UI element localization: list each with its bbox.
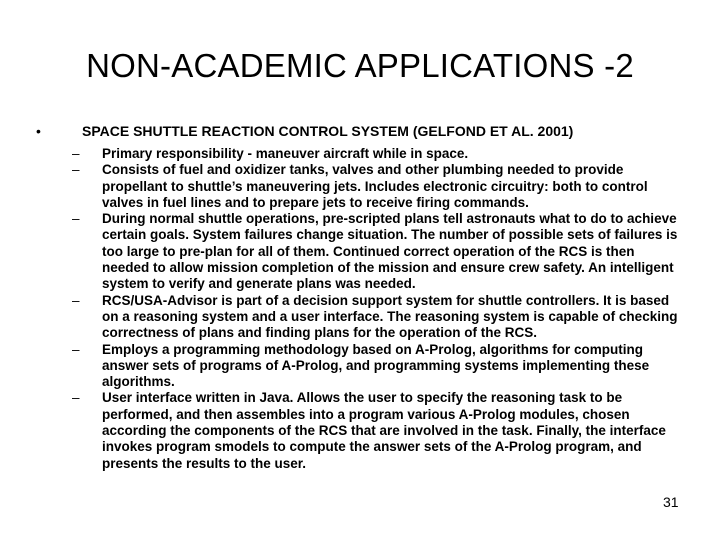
sub-bullet-interface [72,390,682,471]
sub-bullet-methodology [72,342,682,391]
page-number: 31 [663,494,679,510]
bullet-heading: SPACE SHUTTLE REACTION CONTROL SYSTEM (GELFOND ET AL. 2001) [82,123,574,139]
dash-marker: – [72,211,80,227]
dash-marker: – [72,146,80,161]
sub-bullet-operations [72,211,682,292]
slide-title: NON-ACADEMIC APPLICATIONS -2 [86,47,634,84]
sub-bullet-text: Consists of fuel and oxidizer tanks, valves and other plumbing needed to provide propellant to shuttle’s maneuvering jets. Includes electronic circuitry: both to control valves in fuel lines and to prepare jets to receive firing commands. [102,162,648,210]
dash-marker: – [72,162,80,178]
sub-bullet-text: During normal shuttle operations, pre-scripted plans tell astronauts what to do to achieve certain goals. System failures change situation. The number of possible sets of failures is too large to pre-plan for all of them. Continued correct operation of the RCS is then needed to allow mission completion of the mission and ensure crew safety. An intelligent system to verify and generate plans was needed. [102,211,678,292]
sub-bullet-advisor [72,293,682,342]
sub-bullet-text: Employs a programming methodology based on A-Prolog, algorithms for computing answer sets of programs of A-Prolog, and programming systems implementing these algorithms. [102,341,650,390]
sub-bullet-responsibility [72,146,682,162]
dash-marker: – [72,292,80,308]
sub-bullet-list [72,146,682,472]
dash-marker: – [72,341,80,357]
sub-bullet-text: User interface written in Java. Allows the user to specify the reasoning task to be performed, and then assembles into a program various A-Prolog modules, chosen according the components of the RCS that are involved in the task. Finally, the interface invokes program smodels to compute the answer sets of the A-Prolog program, and presents the results to the user. [102,390,666,471]
sub-bullet-components [72,162,682,211]
bullet-marker: • [36,123,41,139]
sub-bullet-text: Primary responsibility - maneuver aircraft while in space. [102,146,469,161]
sub-bullet-text: RCS/USA-Advisor is part of a decision support system for shuttle controllers. It is based on a reasoning system and a user interface. The reasoning system is capable of checking correctness of plans and finding plans for the operation of the RCS. [102,292,678,341]
dash-marker: – [72,390,80,406]
